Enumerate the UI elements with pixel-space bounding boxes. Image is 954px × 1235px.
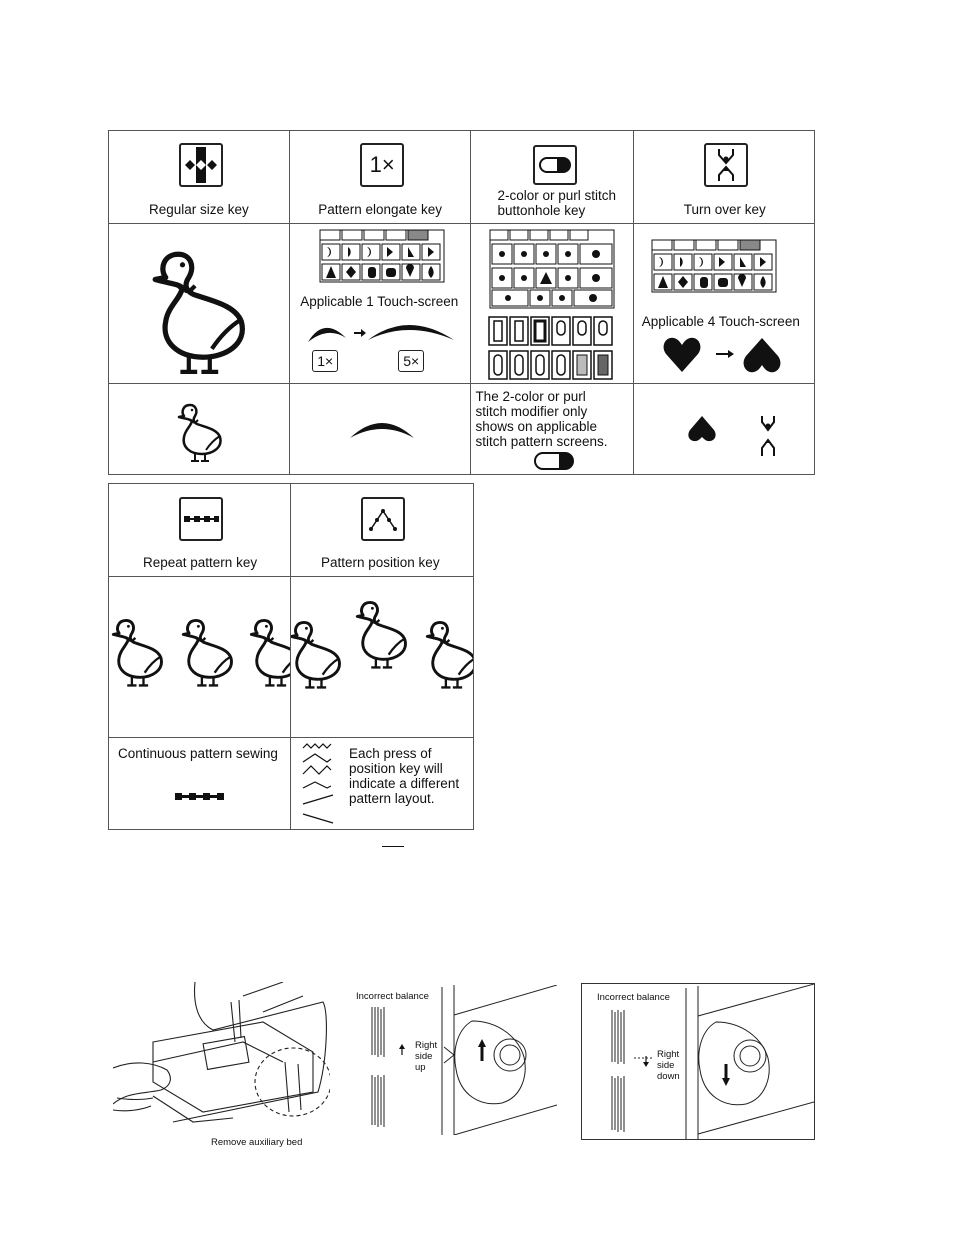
sewing-machine-illustration <box>113 982 330 1142</box>
continuous-stitch-icon <box>175 790 227 802</box>
turn-over-key-icon[interactable] <box>704 143 748 187</box>
turnover-result-illustration <box>686 414 806 464</box>
applicable-1-label: Applicable 1 Touch-screen <box>300 294 459 309</box>
small-duck-cell <box>109 384 290 475</box>
two-color-key-label: 2-color or purl stitch buttonhole key <box>497 188 616 218</box>
pattern-elongate-key-label: Pattern elongate key <box>318 202 443 217</box>
touch-screen-1-icon <box>318 228 446 284</box>
large-duck-cell <box>109 224 290 384</box>
pattern-elongate-key-cell <box>290 131 471 224</box>
repeat-pattern-key-cell <box>109 484 291 577</box>
turnover-demo-cell <box>633 224 814 384</box>
elongate-5x-badge: 5× <box>398 350 424 372</box>
regular-size-key-icon[interactable] <box>179 143 223 187</box>
tension-dial-up-illustration <box>352 985 557 1135</box>
remove-bed-caption: Remove auxiliary bed <box>211 1137 303 1148</box>
applicable-4-label: Applicable 4 Touch-screen <box>641 314 800 329</box>
two-color-key-icon[interactable] <box>533 145 577 185</box>
turn-over-key-cell <box>633 131 814 224</box>
right-side-down-label: Right side down <box>657 1049 680 1082</box>
touch-screen-embroidery-icon <box>488 228 616 310</box>
elongate-demo-cell <box>290 224 471 384</box>
right-side-up-label: Right side up <box>415 1040 438 1073</box>
key-table-1 <box>108 130 815 475</box>
pattern-position-key-label: Pattern position key <box>321 555 440 570</box>
buttonhole-patterns-icon <box>488 316 616 382</box>
elongate-1x-badge: 1× <box>312 350 338 372</box>
pattern-position-key-icon[interactable] <box>361 497 405 541</box>
position-note-cell <box>291 738 474 830</box>
purl-note-cell <box>471 384 633 475</box>
turn-over-key-label: Turn over key <box>683 202 766 217</box>
repeat-pattern-key-icon[interactable] <box>179 497 223 541</box>
touch-screen-4-icon <box>650 238 778 294</box>
two-color-modifier-icon <box>533 450 577 472</box>
position-note-text: Each press of position key will indicate a different pattern layout. <box>349 746 460 806</box>
repeat-ducks-cell <box>109 577 291 738</box>
duck-large-illustration <box>151 248 271 378</box>
repeated-ducks-illustration <box>109 577 290 737</box>
arc-result-cell <box>290 384 471 475</box>
elongated-arc-result <box>348 414 418 444</box>
key-table-2 <box>108 483 474 830</box>
duck-small-illustration <box>177 402 237 462</box>
tension-dial-down-illustration <box>582 984 814 1139</box>
regular-size-key-label: Regular size key <box>149 202 249 217</box>
regular-size-key-cell <box>109 131 290 224</box>
turnover-result-cell <box>633 384 814 475</box>
continuous-cell <box>109 738 291 830</box>
incorrect-balance-up-figure <box>352 985 557 1135</box>
incorrect-balance-up-title: Incorrect balance <box>356 991 429 1002</box>
remove-bed-figure <box>113 982 330 1152</box>
pattern-position-key-cell <box>291 484 474 577</box>
position-ducks-cell <box>291 577 474 738</box>
divider-mark <box>382 846 404 847</box>
incorrect-balance-down-figure <box>581 983 815 1140</box>
purl-note-text: The 2-color or purl stitch modifier only shows on applicable stitch pattern screens. <box>475 389 608 449</box>
continuous-label: Continuous pattern sewing <box>118 746 278 761</box>
buttonhole-demo-cell <box>471 224 633 384</box>
repeat-pattern-key-label: Repeat pattern key <box>143 555 258 570</box>
pattern-layouts-icon <box>301 742 337 826</box>
positioned-ducks-illustration <box>291 577 473 737</box>
incorrect-balance-down-title: Incorrect balance <box>597 992 670 1003</box>
heart-turnover-illustration <box>662 334 812 378</box>
two-color-key-cell <box>471 131 633 224</box>
pattern-elongate-key-icon[interactable]: 1× <box>360 143 404 187</box>
